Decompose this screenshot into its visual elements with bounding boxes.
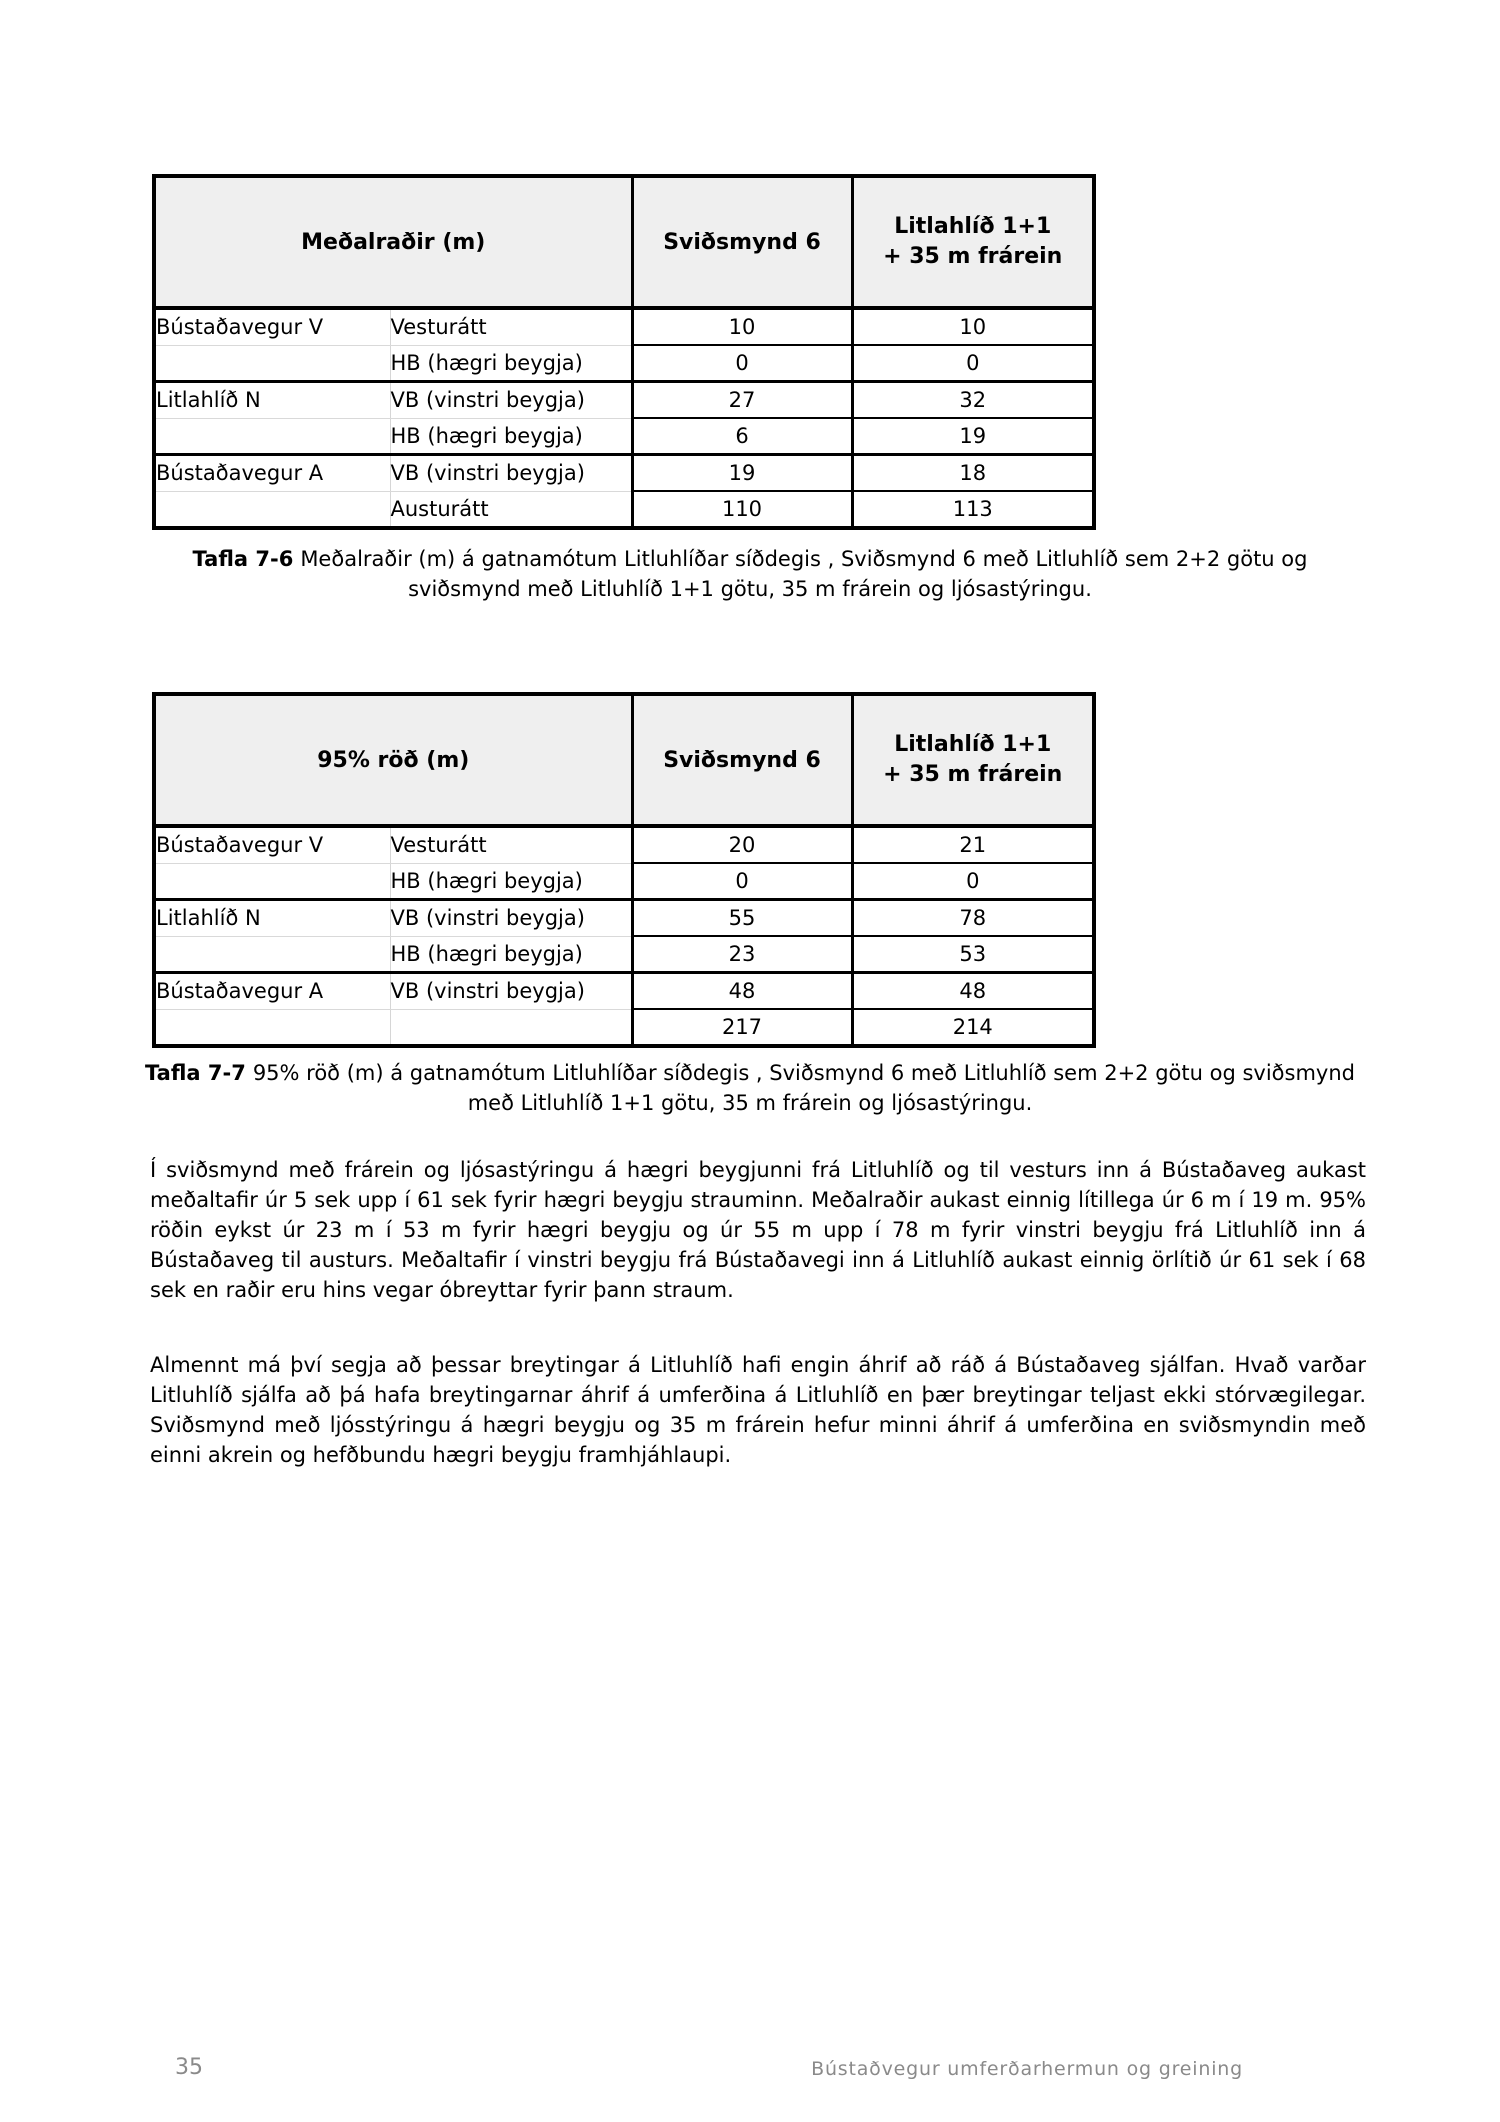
table-row — [154, 936, 1094, 973]
mean-queue-table — [152, 174, 1096, 530]
table-row — [154, 382, 1094, 419]
cell-alt-value: 10 — [852, 308, 1094, 345]
table-row — [154, 973, 1094, 1010]
table-row — [154, 418, 1094, 455]
cell-alt-value: 214 — [852, 1009, 1094, 1046]
table-title-cell: Meðalraðir (m) — [154, 176, 632, 308]
table-row — [154, 455, 1094, 492]
cell-approach — [154, 418, 390, 455]
table-row — [154, 345, 1094, 382]
cell-approach — [154, 345, 390, 382]
cell-approach: Litlahlíð N — [154, 382, 390, 419]
cell-movement: Vesturátt — [390, 308, 632, 345]
cell-alt-value: 113 — [852, 491, 1094, 528]
cell-approach — [154, 863, 390, 900]
page-number: 35 — [175, 2055, 203, 2080]
cell-movement: VB (vinstri beygja) — [390, 455, 632, 492]
cell-scenario6-value: 19 — [632, 455, 852, 492]
cell-alt-value: 21 — [852, 826, 1094, 863]
cell-scenario6-value: 48 — [632, 973, 852, 1010]
cell-scenario6-value: 217 — [632, 1009, 852, 1046]
cell-movement: VB (vinstri beygja) — [390, 973, 632, 1010]
cell-approach — [154, 491, 390, 528]
cell-scenario6-value: 10 — [632, 308, 852, 345]
cell-scenario6-value: 0 — [632, 863, 852, 900]
cell-scenario6-value: 55 — [632, 900, 852, 937]
cell-movement: VB (vinstri beygja) — [390, 900, 632, 937]
cell-approach: Bústaðavegur A — [154, 455, 390, 492]
cell-approach: Litlahlíð N — [154, 900, 390, 937]
table-caption-7-6 — [143, 544, 1357, 604]
cell-scenario6-value: 0 — [632, 345, 852, 382]
cell-approach: Bústaðavegur V — [154, 826, 390, 863]
cell-movement: HB (hægri beygja) — [390, 345, 632, 382]
alt-scenario-line2: + 35 m frárein — [883, 762, 1063, 787]
cell-approach: Bústaðavegur A — [154, 973, 390, 1010]
cell-movement: Vesturátt — [390, 826, 632, 863]
cell-alt-value: 0 — [852, 863, 1094, 900]
table-row — [154, 491, 1094, 528]
scenario6-header-cell: Sviðsmynd 6 — [632, 176, 852, 308]
cell-scenario6-value: 20 — [632, 826, 852, 863]
body-paragraph: Í sviðsmynd með frárein og ljósastýringu á hægri beygjunni frá Litluhlíð og til vesturs inn á Bústaðaveg aukast meðaltafir úr 5 sek upp í 61 sek fyrir hægri beygju strauminn. Meðalraðir aukast einnig lítillega úr 6 m í 19 m. 95% röðin eykst úr 23 m í 53 m fyrir hægri beygju og úr 55 m upp í 78 m fyrir vinstri beygju frá Litluhlíð inn á Bústaðaveg til austurs. Meðaltafir í vinstri beygju frá Bústaðavegi inn á Litluhlíð aukast einnig örlítið úr 61 sek í 68 sek en raðir eru hins vegar óbreyttar fyrir þann straum. — [150, 1158, 1366, 1302]
cell-scenario6-value: 23 — [632, 936, 852, 973]
footer-document-title: Bústaðvegur umferðarhermun og greining — [811, 2058, 1243, 2080]
cell-approach — [154, 1009, 390, 1046]
table-row — [154, 826, 1094, 863]
cell-movement — [390, 1009, 632, 1046]
caption-text: 95% röð (m) á gatnamótum Litluhlíðar síðdegis , Sviðsmynd 6 með Litluhlíð sem 2+2 götu og sviðsmynd með Litluhlíð 1+1 götu, 35 m frárein og ljósastýringu. — [252, 1061, 1355, 1115]
cell-alt-value: 48 — [852, 973, 1094, 1010]
cell-approach: Bústaðavegur V — [154, 308, 390, 345]
cell-alt-value: 78 — [852, 900, 1094, 937]
caption-label: Tafla 7-7 — [145, 1061, 246, 1085]
alt-scenario-header-cell — [852, 694, 1094, 826]
cell-movement: HB (hægri beygja) — [390, 418, 632, 455]
cell-alt-value: 0 — [852, 345, 1094, 382]
table-row — [154, 1009, 1094, 1046]
cell-movement: VB (vinstri beygja) — [390, 382, 632, 419]
table-header-row — [154, 176, 1094, 308]
caption-label: Tafla 7-6 — [192, 547, 294, 571]
table-row — [154, 863, 1094, 900]
table-title-cell: 95% röð (m) — [154, 694, 632, 826]
cell-alt-value: 53 — [852, 936, 1094, 973]
alt-scenario-header-cell — [852, 176, 1094, 308]
queue-95-table — [152, 692, 1096, 1048]
alt-scenario-line1: Litlahlíð 1+1 — [894, 732, 1052, 757]
cell-scenario6-value: 6 — [632, 418, 852, 455]
table-caption-7-7 — [143, 1058, 1357, 1118]
cell-alt-value: 19 — [852, 418, 1094, 455]
scenario6-header-cell: Sviðsmynd 6 — [632, 694, 852, 826]
table-header-row — [154, 694, 1094, 826]
body-paragraph: Almennt má því segja að þessar breytingar á Litluhlíð hafi engin áhrif að ráð á Bústaðaveg sjálfan. Hvað varðar Litluhlíð sjálfa að þá hafa breytingarnar áhrif á umferðina á Litluhlíð en þær breytingar teljast ekki stórvægilegar. Sviðsmynd með ljósstýringu á hægri beygju og 35 m frárein hefur minni áhrif á umferðina en sviðsmyndin með einni akrein og hefðbundu hægri beygju framhjáhlaupi. — [150, 1353, 1366, 1467]
cell-movement: HB (hægri beygja) — [390, 936, 632, 973]
cell-alt-value: 32 — [852, 382, 1094, 419]
cell-approach — [154, 936, 390, 973]
alt-scenario-line1: Litlahlíð 1+1 — [894, 214, 1052, 239]
table-row — [154, 900, 1094, 937]
cell-scenario6-value: 27 — [632, 382, 852, 419]
table-row — [154, 308, 1094, 345]
cell-scenario6-value: 110 — [632, 491, 852, 528]
cell-movement: Austurátt — [390, 491, 632, 528]
caption-text: Meðalraðir (m) á gatnamótum Litluhlíðar síðdegis , Sviðsmynd 6 með Litluhlíð sem 2+2 götu og sviðsmynd með Litluhlíð 1+1 götu, 35 m frárein og ljósastýringu. — [300, 547, 1308, 601]
cell-alt-value: 18 — [852, 455, 1094, 492]
alt-scenario-line2: + 35 m frárein — [883, 244, 1063, 269]
cell-movement: HB (hægri beygja) — [390, 863, 632, 900]
